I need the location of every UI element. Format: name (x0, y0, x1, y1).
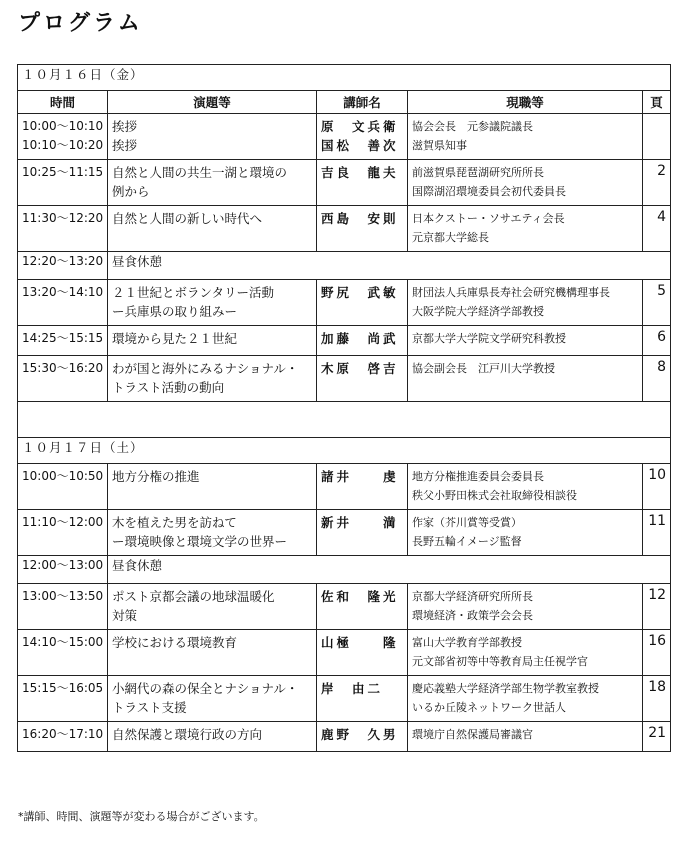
session-topic (108, 510, 317, 556)
time-text: 14:25～15:15 (22, 331, 104, 345)
session-page: 8 (643, 356, 671, 402)
session-row (18, 464, 671, 510)
position-text: 大阪学院大学経済学部教授 (412, 305, 544, 318)
session-page: 21 (643, 722, 671, 752)
session-time (18, 630, 108, 676)
session-row (18, 280, 671, 326)
session-position (408, 326, 643, 356)
session-speaker (317, 114, 408, 160)
program-table-body (18, 65, 671, 752)
session-page: 10 (643, 464, 671, 510)
topic-text: ポスト京都会議の地球温暖化 (112, 589, 275, 604)
session-time (18, 722, 108, 752)
topic-text: 自然と人間の新しい時代へ (112, 211, 263, 226)
speaker-name: 国松 善次 (321, 138, 399, 153)
session-time (18, 510, 108, 556)
time-text: 15:30～16:20 (22, 361, 104, 375)
session-time (18, 584, 108, 630)
session-row (18, 722, 671, 752)
topic-text: 自然と人間の共生一湖と環境の (112, 165, 288, 180)
time-text: 15:15～16:05 (22, 681, 104, 695)
break-label-text: 昼食休憩 (112, 558, 163, 573)
position-text: 地方分権推進委員会委員長 (412, 470, 544, 483)
position-text: 作家（芥川賞等受賞） (412, 516, 522, 529)
speaker-name: 鹿野 久男 (321, 727, 399, 742)
topic-text: トラスト活動の動向 (112, 380, 225, 395)
speaker-name: 木原 啓吉 (321, 361, 399, 376)
session-speaker (317, 206, 408, 252)
time-text: 11:10～12:00 (22, 515, 104, 529)
day-gap-row (18, 402, 671, 438)
break-row (18, 252, 671, 280)
session-speaker (317, 356, 408, 402)
position-text: 元文部省初等中等教育局主任視学官 (412, 655, 588, 668)
page-title: プログラム (18, 11, 143, 36)
position-text: 国際湖沼環境委員会初代委員長 (412, 185, 566, 198)
session-time (18, 356, 108, 402)
topic-text: 環境から見た２１世紀 (112, 331, 238, 346)
session-time (18, 206, 108, 252)
time-text: 11:30～12:20 (22, 211, 104, 225)
session-time (18, 160, 108, 206)
program-table (17, 64, 671, 752)
session-topic (108, 326, 317, 356)
position-text: 富山大学教育学部教授 (412, 636, 522, 649)
session-speaker (317, 584, 408, 630)
time-text: 10:00～10:10 (22, 119, 104, 133)
session-topic (108, 722, 317, 752)
session-time (18, 326, 108, 356)
topic-text: 挨拶 (112, 119, 138, 134)
session-page: 4 (643, 206, 671, 252)
session-time (18, 676, 108, 722)
speaker-name: 佐和 隆光 (321, 589, 399, 604)
position-text: 長野五輪イメージ監督 (412, 535, 522, 548)
day-gap-cell (18, 402, 671, 438)
session-speaker (317, 676, 408, 722)
session-position (408, 206, 643, 252)
session-speaker (317, 630, 408, 676)
topic-text: わが国と海外にみるナショナル・ (112, 361, 299, 376)
session-speaker (317, 160, 408, 206)
session-row (18, 584, 671, 630)
time-text: 10:25～11:15 (22, 165, 104, 179)
position-text: 京都大学大学院文学研究科教授 (412, 332, 566, 345)
session-topic (108, 206, 317, 252)
time-text: 13:00～13:50 (22, 589, 104, 603)
break-time (18, 252, 108, 280)
speaker-name: 野尻 武敏 (321, 285, 399, 300)
session-page: 2 (643, 160, 671, 206)
session-position (408, 510, 643, 556)
break-time-text: 12:00～13:00 (22, 558, 104, 572)
session-row (18, 206, 671, 252)
day1-date-row (18, 65, 671, 91)
speaker-name: 西島 安則 (321, 211, 399, 226)
session-time (18, 280, 108, 326)
speaker-name: 吉良 龍夫 (321, 165, 399, 180)
break-time (18, 556, 108, 584)
speaker-name: 原 文兵衛 (321, 119, 399, 134)
header-speaker: 講師名 (317, 91, 408, 114)
session-position (408, 114, 643, 160)
position-text: 前滋賀県琵琶湖研究所所長 (412, 166, 544, 179)
day2-date: １０月１７日（土） (18, 438, 671, 464)
session-row (18, 356, 671, 402)
position-text: 協会会長 元参議院議長 (412, 120, 533, 133)
session-topic (108, 356, 317, 402)
position-text: 秩父小野田株式会社取締役相談役 (412, 489, 577, 502)
session-topic (108, 676, 317, 722)
topic-text: トラスト支援 (112, 700, 187, 715)
session-speaker (317, 326, 408, 356)
speaker-name: 加藤 尚武 (321, 331, 399, 346)
session-position (408, 464, 643, 510)
position-text: 京都大学経済研究所所長 (412, 590, 533, 603)
time-text: 14:10～15:00 (22, 635, 104, 649)
day1-date: １０月１６日（金） (18, 65, 671, 91)
topic-text: ー兵庫県の取り組みー (112, 304, 238, 319)
session-page: 18 (643, 676, 671, 722)
position-text: 慶応義塾大学経済学部生物学教室教授 (412, 682, 599, 695)
position-text: 元京都大学総長 (412, 231, 489, 244)
session-position (408, 722, 643, 752)
session-speaker (317, 510, 408, 556)
session-position (408, 356, 643, 402)
break-label (108, 252, 671, 280)
footnote: *講師、時間、演題等が変わる場合がございます。 (18, 810, 265, 823)
topic-text: 対策 (112, 608, 138, 623)
header-position: 現職等 (408, 91, 643, 114)
topic-text: 学校における環境教育 (112, 635, 238, 650)
header-page: 頁 (643, 91, 671, 114)
speaker-name: 諸井 虔 (321, 469, 399, 484)
session-row (18, 326, 671, 356)
topic-text: 小網代の森の保全とナショナル・ (112, 681, 299, 696)
position-text: 日本クストー・ソサエティ会長 (412, 212, 565, 225)
session-speaker (317, 722, 408, 752)
session-row (18, 676, 671, 722)
position-text: 協会副会長 江戸川大学教授 (412, 362, 555, 375)
speaker-name: 山極 隆 (321, 635, 399, 650)
session-row (18, 114, 671, 160)
position-text: 滋賀県知事 (412, 139, 467, 152)
session-topic (108, 114, 317, 160)
session-speaker (317, 464, 408, 510)
session-page (643, 114, 671, 160)
topic-text: ー環境映像と環境文学の世界ー (112, 534, 288, 549)
session-position (408, 160, 643, 206)
topic-text: 例から (112, 184, 150, 199)
position-text: 財団法人兵庫県長寿社会研究機構理事長 (412, 286, 610, 299)
session-position (408, 584, 643, 630)
header-topic: 演題等 (108, 91, 317, 114)
session-row (18, 160, 671, 206)
session-speaker (317, 280, 408, 326)
time-text: 13:20～14:10 (22, 285, 104, 299)
header-time: 時間 (18, 91, 108, 114)
speaker-name: 新井 満 (321, 515, 399, 530)
position-text: 環境庁自然保護局審議官 (412, 728, 533, 741)
break-time-text: 12:20～13:20 (22, 254, 104, 268)
time-text: 10:10～10:20 (22, 138, 104, 152)
topic-text: 自然保護と環境行政の方向 (112, 727, 263, 742)
break-row (18, 556, 671, 584)
session-position (408, 630, 643, 676)
session-position (408, 676, 643, 722)
break-label-text: 昼食休憩 (112, 254, 163, 269)
position-text: いるか丘陵ネットワーク世話人 (412, 701, 566, 714)
session-position (408, 280, 643, 326)
session-page: 16 (643, 630, 671, 676)
session-time (18, 464, 108, 510)
break-label (108, 556, 671, 584)
topic-text: 挨拶 (112, 138, 138, 153)
session-topic (108, 464, 317, 510)
session-topic (108, 630, 317, 676)
session-page: 12 (643, 584, 671, 630)
session-page: 6 (643, 326, 671, 356)
speaker-name: 岸 由二 (321, 681, 384, 696)
time-text: 10:00～10:50 (22, 469, 104, 483)
session-topic (108, 280, 317, 326)
session-row (18, 510, 671, 556)
header-row (18, 91, 671, 114)
topic-text: 地方分権の推進 (112, 469, 200, 484)
session-time (18, 114, 108, 160)
session-topic (108, 160, 317, 206)
session-topic (108, 584, 317, 630)
position-text: 環境経済・政策学会会長 (412, 609, 533, 622)
day2-date-row (18, 438, 671, 464)
session-page: 5 (643, 280, 671, 326)
topic-text: ２１世紀とボランタリー活動 (112, 285, 275, 300)
session-row (18, 630, 671, 676)
session-page: 11 (643, 510, 671, 556)
time-text: 16:20～17:10 (22, 727, 104, 741)
topic-text: 木を植えた男を訪ねて (112, 515, 237, 530)
